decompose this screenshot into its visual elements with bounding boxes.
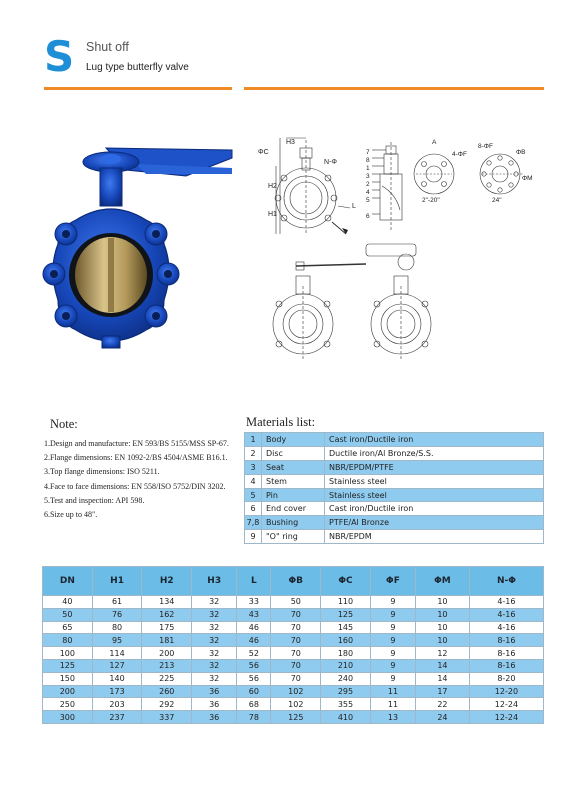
dimension-cell: 33 [237,596,271,609]
part-number-label: 8 [366,157,370,164]
section-letter: S [44,32,75,81]
technical-drawing [246,136,546,362]
material-row [245,516,544,530]
material-row [245,488,544,502]
material-row [245,460,544,474]
part-number-label: 2 [366,181,370,188]
label-8-phi-f: 8-ΦF [478,143,493,150]
dimension-cell: 9 [370,634,415,647]
material-part: Stem [262,474,325,488]
dimension-cell: 102 [271,685,321,698]
dimension-cell: 12 [416,647,470,660]
dimension-cell: 68 [237,698,271,711]
dimension-cell: 160 [321,634,371,647]
dimension-cell: 8-20 [469,672,543,685]
material-no: 7,8 [245,516,262,530]
material-row [245,530,544,544]
dimension-cell: 10 [416,608,470,621]
dimension-cell: 9 [370,659,415,672]
dimension-cell: 181 [142,634,192,647]
handle-view-left [273,262,366,360]
dimension-cell: 114 [92,647,142,660]
dimension-cell: 9 [370,596,415,609]
material-part: Body [262,433,325,447]
dimension-cell: 9 [370,672,415,685]
label-h2: H2 [268,183,277,190]
dimension-header: L [237,567,271,596]
material-no: 6 [245,502,262,516]
dimension-cell: 213 [142,659,192,672]
dimension-row [43,659,544,672]
material-no: 2 [245,446,262,460]
part-number-label: 3 [366,173,370,180]
dimension-cell: 50 [43,608,93,621]
dimension-cell: 36 [192,711,237,724]
dimension-cell: 70 [271,608,321,621]
dimension-cell: 4-16 [469,596,543,609]
dimension-cell: 100 [43,647,93,660]
dimension-cell: 300 [43,711,93,724]
dimension-cell: 125 [271,711,321,724]
dimension-header: DN [43,567,93,596]
material-name: NBR/EPDM [325,530,544,544]
dimension-cell: 410 [321,711,371,724]
dimension-cell: 11 [370,698,415,711]
material-no: 3 [245,460,262,474]
dimension-cell: 24 [416,711,470,724]
flange-pattern-small [414,154,454,194]
dimension-cell: 32 [192,608,237,621]
dimension-cell: 56 [237,672,271,685]
dimension-cell: 36 [192,685,237,698]
dimension-row [43,621,544,634]
dimension-cell: 52 [237,647,271,660]
dimension-cell: 173 [92,685,142,698]
part-number-label: 5 [366,197,370,204]
dimension-cell: 4-16 [469,608,543,621]
dimension-cell: 36 [192,698,237,711]
dimension-cell: 134 [142,596,192,609]
dimension-header: N-Φ [469,567,543,596]
dimension-cell: 32 [192,659,237,672]
dimension-cell: 60 [237,685,271,698]
label-phi-b: ΦB [516,149,526,156]
dimension-cell: 200 [43,685,93,698]
dimension-cell: 250 [43,698,93,711]
dimension-cell: 61 [92,596,142,609]
dimension-cell: 12-24 [469,711,543,724]
label-a: A [432,139,437,146]
dimension-cell: 200 [142,647,192,660]
label-phi-c: ΦC [258,149,269,156]
dimension-cell: 102 [271,698,321,711]
dimension-cell: 50 [271,596,321,609]
dimension-cell: 17 [416,685,470,698]
dimension-cell: 150 [43,672,93,685]
material-row [245,446,544,460]
section-title: Shut off [86,40,129,54]
side-view [372,142,402,232]
dimension-cell: 80 [43,634,93,647]
dimensions-table [42,566,544,724]
note-item: 2.Flange dimensions: EN 1092-2/BS 4504/ASME B16.1. [44,453,228,463]
dimension-cell: 10 [416,621,470,634]
dimension-cell: 355 [321,698,371,711]
material-part: Seat [262,460,325,474]
dimension-header: ΦB [271,567,321,596]
material-part: End cover [262,502,325,516]
dimension-cell: 32 [192,672,237,685]
dimension-header: H1 [92,567,142,596]
part-number-label: 1 [366,165,370,172]
dimension-cell: 22 [416,698,470,711]
dimension-cell: 225 [142,672,192,685]
note-list [44,437,229,522]
dimension-cell: 260 [142,685,192,698]
dimension-header: ΦM [416,567,470,596]
dimension-cell: 180 [321,647,371,660]
material-name: NBR/EPDM/PTFE [325,460,544,474]
dimension-cell: 292 [142,698,192,711]
dimension-cell: 40 [43,596,93,609]
dimension-row [43,698,544,711]
material-name: Ductile iron/Al Bronze/S.S. [325,446,544,460]
label-phi-m: ΦM [522,175,533,182]
dimension-row [43,596,544,609]
dimension-cell: 32 [192,596,237,609]
dimension-cell: 80 [92,621,142,634]
label-l: L [352,203,356,210]
dimension-cell: 78 [237,711,271,724]
note-title: Note: [50,417,78,431]
dimension-cell: 337 [142,711,192,724]
dimension-cell: 4-16 [469,621,543,634]
material-part: Pin [262,488,325,502]
dimension-cell: 295 [321,685,371,698]
label-h3: H3 [286,139,295,146]
note-item: 5.Test and inspection: API 598. [44,495,145,505]
label-n-phi: N-Φ [324,159,337,166]
part-number-label: 6 [366,213,370,220]
dimension-cell: 140 [92,672,142,685]
dimension-cell: 95 [92,634,142,647]
dimension-cell: 240 [321,672,371,685]
material-row [245,474,544,488]
dimension-cell: 110 [321,596,371,609]
dimension-header: H2 [142,567,192,596]
materials-title: Materials list: [246,415,316,429]
dimension-header: ΦF [370,567,415,596]
dimension-cell: 12-24 [469,698,543,711]
material-name: Cast iron/Ductile iron [325,502,544,516]
dimension-cell: 203 [92,698,142,711]
dimension-cell: 8-16 [469,647,543,660]
dimension-cell: 70 [271,621,321,634]
dimension-cell: 10 [416,634,470,647]
orange-divider-right [244,87,544,90]
dimension-cell: 175 [142,621,192,634]
dimension-cell: 11 [370,685,415,698]
dimension-cell: 145 [321,621,371,634]
note-item: 1.Design and manufacture: EN 593/BS 5155/MSS SP-67. [44,439,229,448]
dimension-row [43,608,544,621]
material-name: PTFE/Al Bronze [325,516,544,530]
material-row [245,433,544,447]
dimension-cell: 32 [192,647,237,660]
dimension-cell: 76 [92,608,142,621]
material-no: 9 [245,530,262,544]
dimension-row [43,647,544,660]
dimension-header: H3 [192,567,237,596]
dimension-cell: 9 [370,647,415,660]
dimension-cell: 125 [321,608,371,621]
dimension-cell: 14 [416,672,470,685]
part-number-label: 7 [366,149,370,156]
label-size-large: 24" [492,197,502,204]
valve-photo [36,140,236,360]
dimension-cell: 12-20 [469,685,543,698]
material-name: Cast iron/Ductile iron [325,433,544,447]
handle-view-right [366,244,431,360]
flange-pattern-large [480,154,524,194]
dimension-cell: 46 [237,621,271,634]
material-no: 1 [245,433,262,447]
label-4-phi-f: 4-ΦF [452,151,467,158]
dimension-cell: 70 [271,634,321,647]
material-no: 4 [245,474,262,488]
dimension-cell: 8-16 [469,659,543,672]
label-size-small: 2"-20" [422,197,440,204]
dimension-cell: 70 [271,647,321,660]
material-name: Stainless steel [325,488,544,502]
dimension-cell: 237 [92,711,142,724]
dimension-cell: 9 [370,621,415,634]
product-subtitle: Lug type butterfly valve [86,62,189,73]
material-part: Disc [262,446,325,460]
material-row [245,502,544,516]
dimension-cell: 9 [370,608,415,621]
note-item: 4.Face to face dimensions: EN 558/ISO 5752/DIN 3202. [44,481,226,491]
note-item: 3.Top flange dimensions: ISO 5211. [44,467,160,477]
front-view [275,138,350,234]
dimension-cell: 8-16 [469,634,543,647]
orange-divider-left [44,87,232,90]
dimension-row [43,711,544,724]
dimension-cell: 210 [321,659,371,672]
dimension-cell: 162 [142,608,192,621]
dimension-cell: 65 [43,621,93,634]
dimension-cell: 32 [192,621,237,634]
material-part: "O" ring [262,530,325,544]
dimension-cell: 56 [237,659,271,672]
material-no: 5 [245,488,262,502]
dimension-cell: 125 [43,659,93,672]
dimension-cell: 43 [237,608,271,621]
dimension-cell: 13 [370,711,415,724]
dimension-cell: 70 [271,672,321,685]
dimension-row [43,672,544,685]
note-item: 6.Size up to 48". [44,509,98,519]
dimension-cell: 127 [92,659,142,672]
dimension-cell: 70 [271,659,321,672]
dimension-cell: 14 [416,659,470,672]
material-name: Stainless steel [325,474,544,488]
dimension-row [43,634,544,647]
dimension-cell: 10 [416,596,470,609]
label-h1: H1 [268,211,277,218]
part-number-label: 4 [366,189,370,196]
dimension-cell: 46 [237,634,271,647]
dimension-row [43,685,544,698]
materials-table [244,432,544,544]
material-part: Bushing [262,516,325,530]
dimension-cell: 32 [192,634,237,647]
dimension-header: ΦC [321,567,371,596]
